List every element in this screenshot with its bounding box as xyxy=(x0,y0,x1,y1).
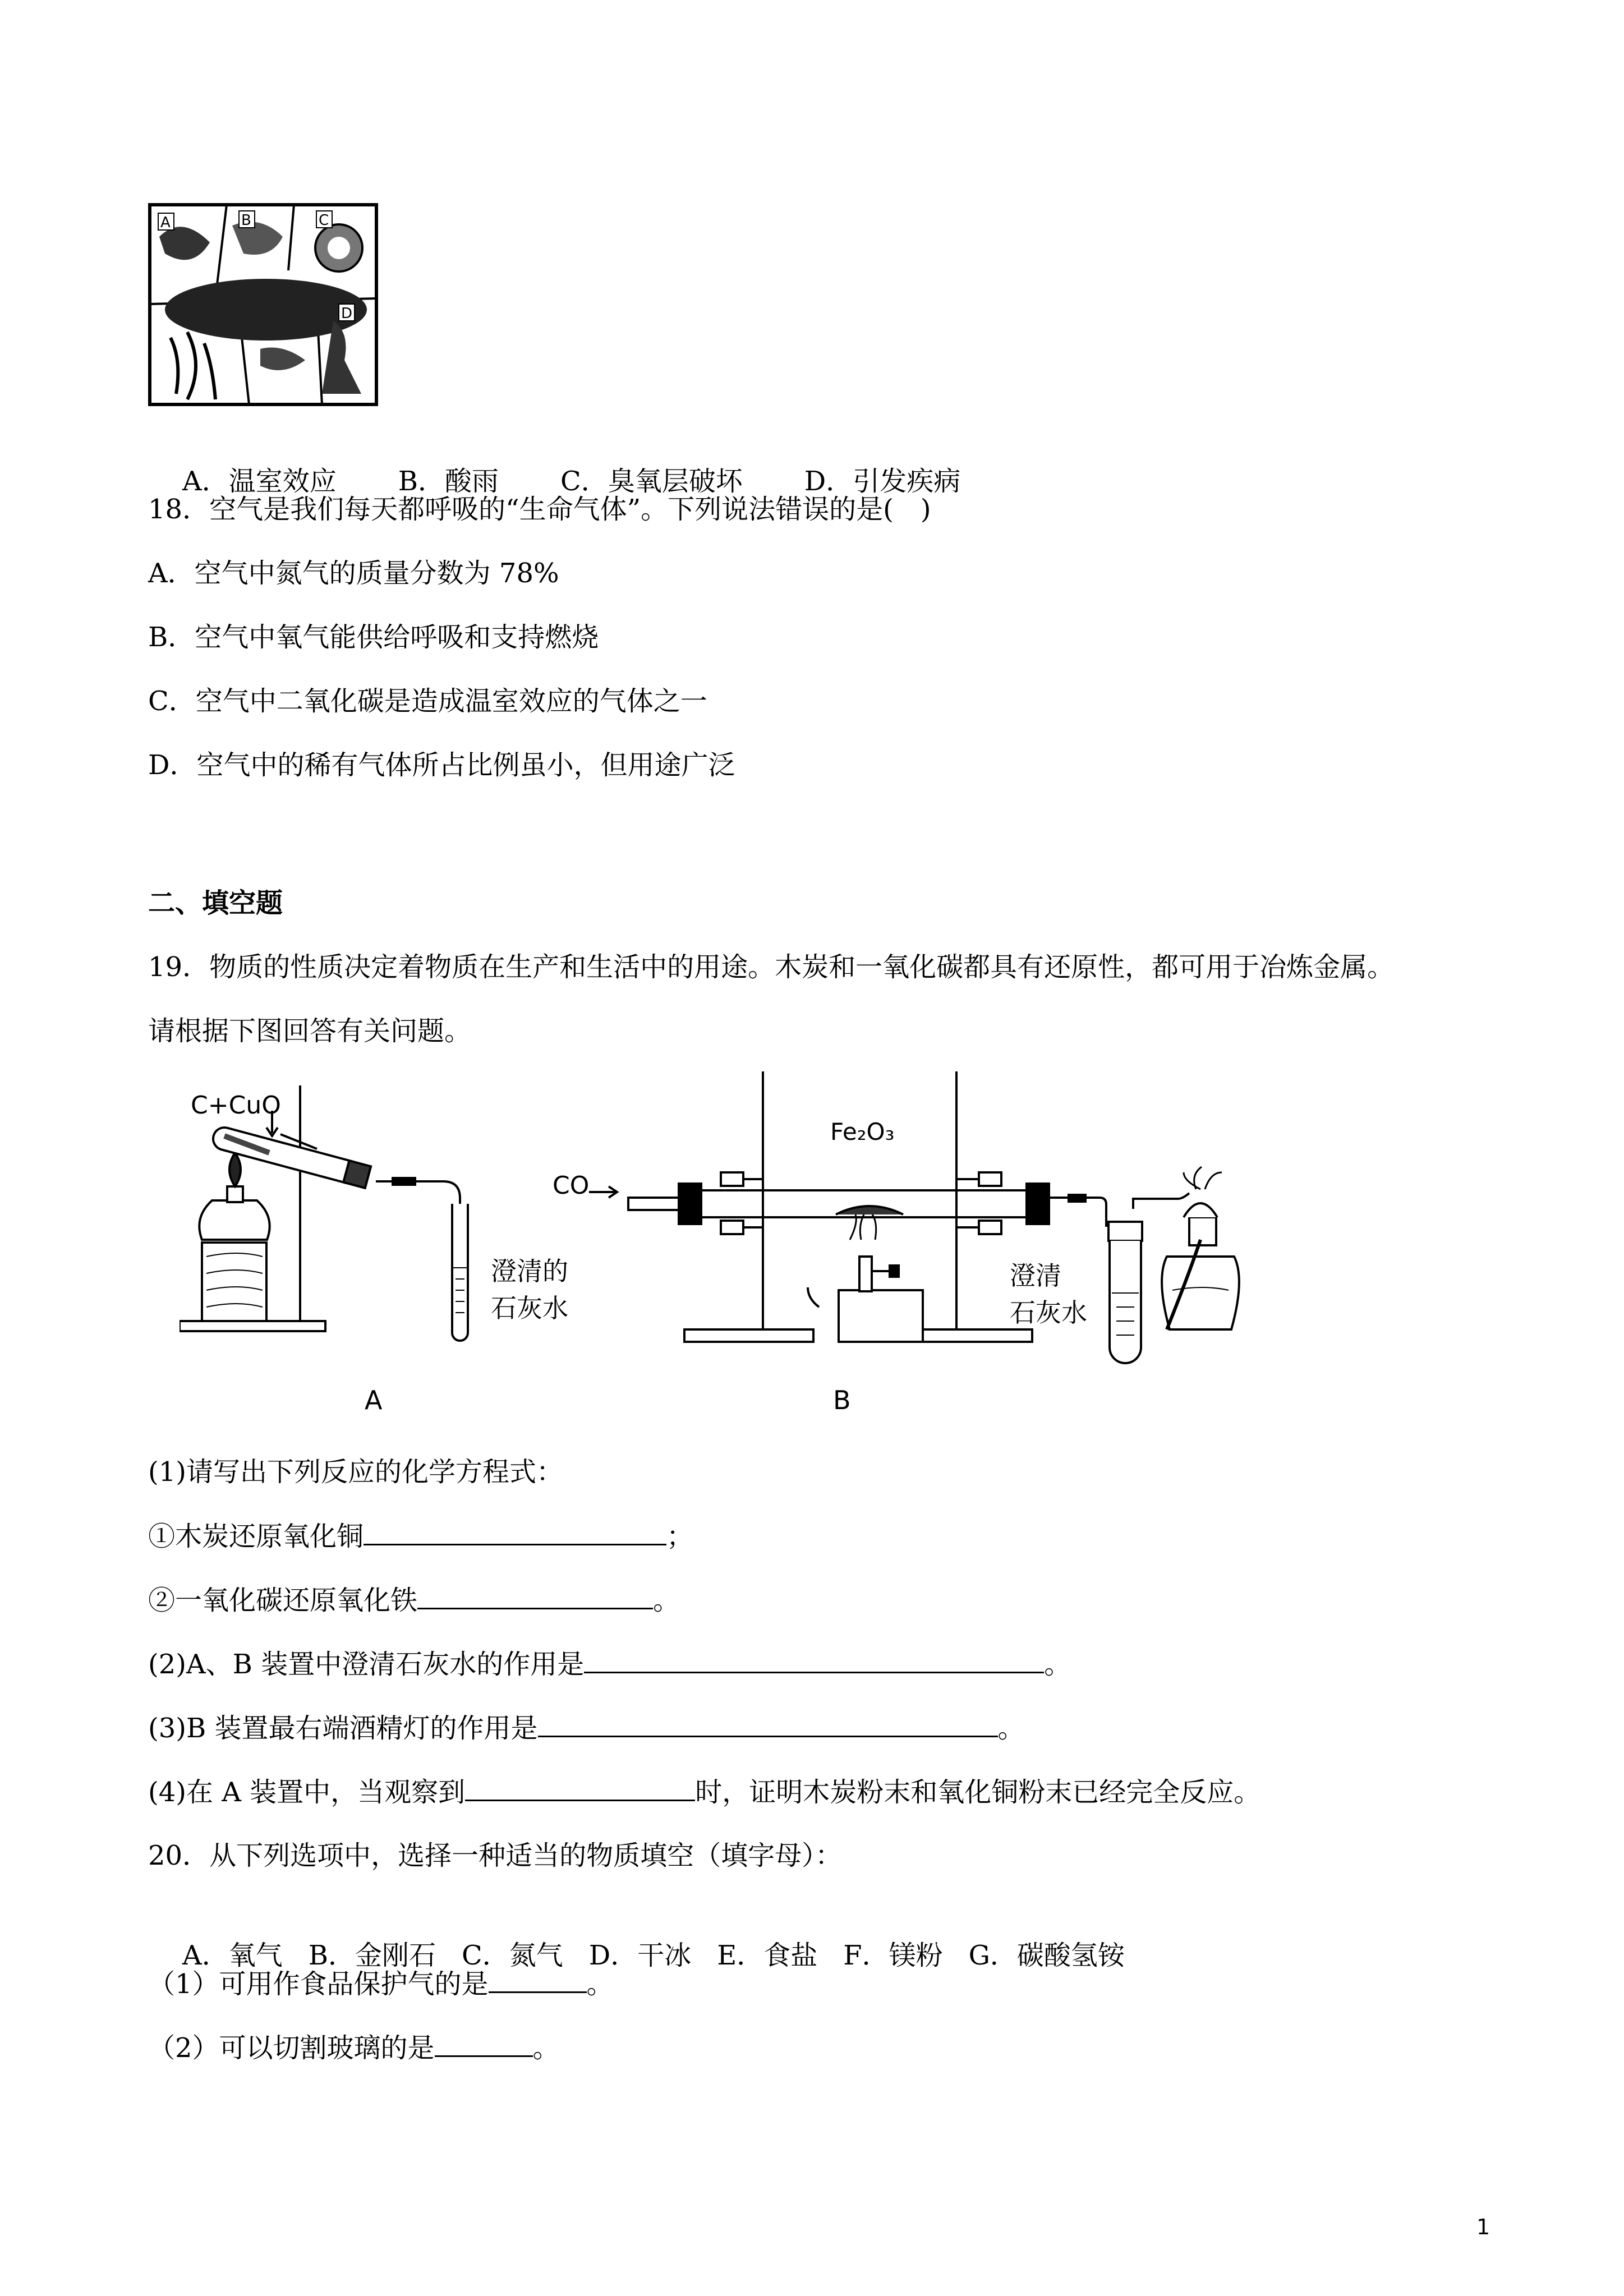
q20-choice-b: B．金刚石 xyxy=(308,1940,436,1971)
q19-figure-b-reagent-label: Fe₂O₃ xyxy=(830,1118,895,1145)
q19-figure-b-limewater-label-2: 石灰水 xyxy=(1010,1297,1087,1328)
page-number: 1 xyxy=(1476,2215,1490,2239)
q17-figure-label-a: A xyxy=(160,214,171,231)
q20-choice-g: G．碳酸氢铵 xyxy=(968,1940,1125,1971)
q19-part-3-text: (3)B 装置最右端酒精灯的作用是 xyxy=(148,1713,538,1744)
q18-option-d: D．空气中的稀有气体所占比例虽小，但用途广泛 xyxy=(148,749,735,781)
q20-part-2-punct: 。 xyxy=(532,2032,560,2064)
q19-part-2 xyxy=(148,1646,1071,1682)
q19-part-1b xyxy=(148,1582,680,1618)
q19-part-2-answer-blank[interactable] xyxy=(584,1646,1044,1673)
q19-part-1a-punct: ； xyxy=(666,1521,694,1552)
q20-part-2-text: （2）可以切割玻璃的是 xyxy=(148,2032,435,2064)
q17-figure-label-c: C xyxy=(319,212,329,229)
q19-part-2-text: (2)A、B 装置中澄清石灰水的作用是 xyxy=(148,1649,585,1680)
q19-figure-a-reagent-label: C+CuO xyxy=(191,1091,281,1120)
q19-part-3-punct: 。 xyxy=(997,1713,1025,1744)
q19-figure-a-caption: A xyxy=(365,1385,383,1415)
q19-apparatus-figure xyxy=(180,1071,1257,1419)
q19-part-4-text-end: 时，证明木炭粉末和氧化铜粉末已经完全反应。 xyxy=(695,1777,1261,1808)
q19-part-1b-text: ②一氧化碳还原氧化铁 xyxy=(148,1585,418,1616)
q20-part-2 xyxy=(148,2030,560,2066)
q19-figure-b-caption: B xyxy=(833,1385,851,1415)
q20-choice-c: C．氮气 xyxy=(461,1940,563,1971)
q17-option-c: C．臭氧层破坏 xyxy=(560,466,743,497)
q20-choice-f: F．镁粉 xyxy=(843,1940,943,1971)
q19-part-1: (1)请写出下列反应的化学方程式： xyxy=(148,1456,563,1488)
q19-figure-b-gas-label: CO xyxy=(553,1171,590,1200)
q19-part-3 xyxy=(148,1710,1025,1746)
q19-figure-a-limewater-label-1: 澄清的 xyxy=(491,1256,568,1286)
q17-option-b: B．酸雨 xyxy=(398,466,499,497)
q18-option-b: B．空气中氧气能供给呼吸和支持燃烧 xyxy=(148,622,599,653)
q20-choice-e: E．食盐 xyxy=(717,1940,818,1971)
q19-part-4 xyxy=(148,1774,1260,1810)
q20-part-1-punct: 。 xyxy=(586,1968,614,2000)
q17-option-a: A．温室效应 xyxy=(182,466,337,497)
q18-option-a: A．空气中氮气的质量分数为 78% xyxy=(148,558,559,589)
q17-figure-label-b: B xyxy=(241,212,251,229)
q20-part-1-text: （1）可用作食品保护气的是 xyxy=(148,1968,489,2000)
q19-part-4-text: (4)在 A 装置中，当观察到 xyxy=(148,1777,466,1808)
q17-figure xyxy=(148,203,378,406)
q19-figure-b-limewater-label-1: 澄清 xyxy=(1010,1260,1061,1291)
q19-part-3-answer-blank[interactable] xyxy=(538,1710,998,1737)
q19-part-4-answer-blank[interactable] xyxy=(465,1774,695,1801)
q17-figure-label-d: D xyxy=(341,305,353,322)
q19-figure-a-limewater-label-2: 石灰水 xyxy=(491,1293,568,1323)
q19-stem-line-1: 19．物质的性质决定着物质在生产和生活中的用途。木炭和一氧化碳都具有还原性，都可用于冶炼金属。 xyxy=(148,951,1395,983)
q19-part-1b-answer-blank[interactable] xyxy=(417,1582,653,1609)
q18-option-c: C．空气中二氧化碳是造成温室效应的气体之一 xyxy=(148,685,707,717)
q19-stem-line-2: 请根据下图回答有关问题。 xyxy=(148,1015,472,1047)
q20-part-1-answer-blank[interactable] xyxy=(489,1966,587,1993)
q17-option-d: D．引发疾病 xyxy=(804,466,961,497)
q20-part-1 xyxy=(148,1966,614,2002)
q20-choice-d: D．干冰 xyxy=(588,1940,692,1971)
q19-part-1b-punct: 。 xyxy=(653,1585,680,1616)
q20-choice-a: A．氧气 xyxy=(182,1940,283,1971)
q19-part-1a-answer-blank[interactable] xyxy=(364,1518,666,1545)
q20-part-2-answer-blank[interactable] xyxy=(435,2030,533,2057)
q20-stem: 20．从下列选项中，选择一种适当的物质填空（填字母）： xyxy=(148,1840,843,1871)
q18-stem: 18．空气是我们每天都呼吸的“生命气体”。下列说法错误的是( ) xyxy=(148,494,931,525)
q19-part-1a-text: ①木炭还原氧化铜 xyxy=(148,1521,364,1552)
section-title-fill-in: 二、填空题 xyxy=(148,887,283,919)
q19-part-1a xyxy=(148,1518,693,1554)
q19-part-2-punct: 。 xyxy=(1044,1649,1071,1680)
